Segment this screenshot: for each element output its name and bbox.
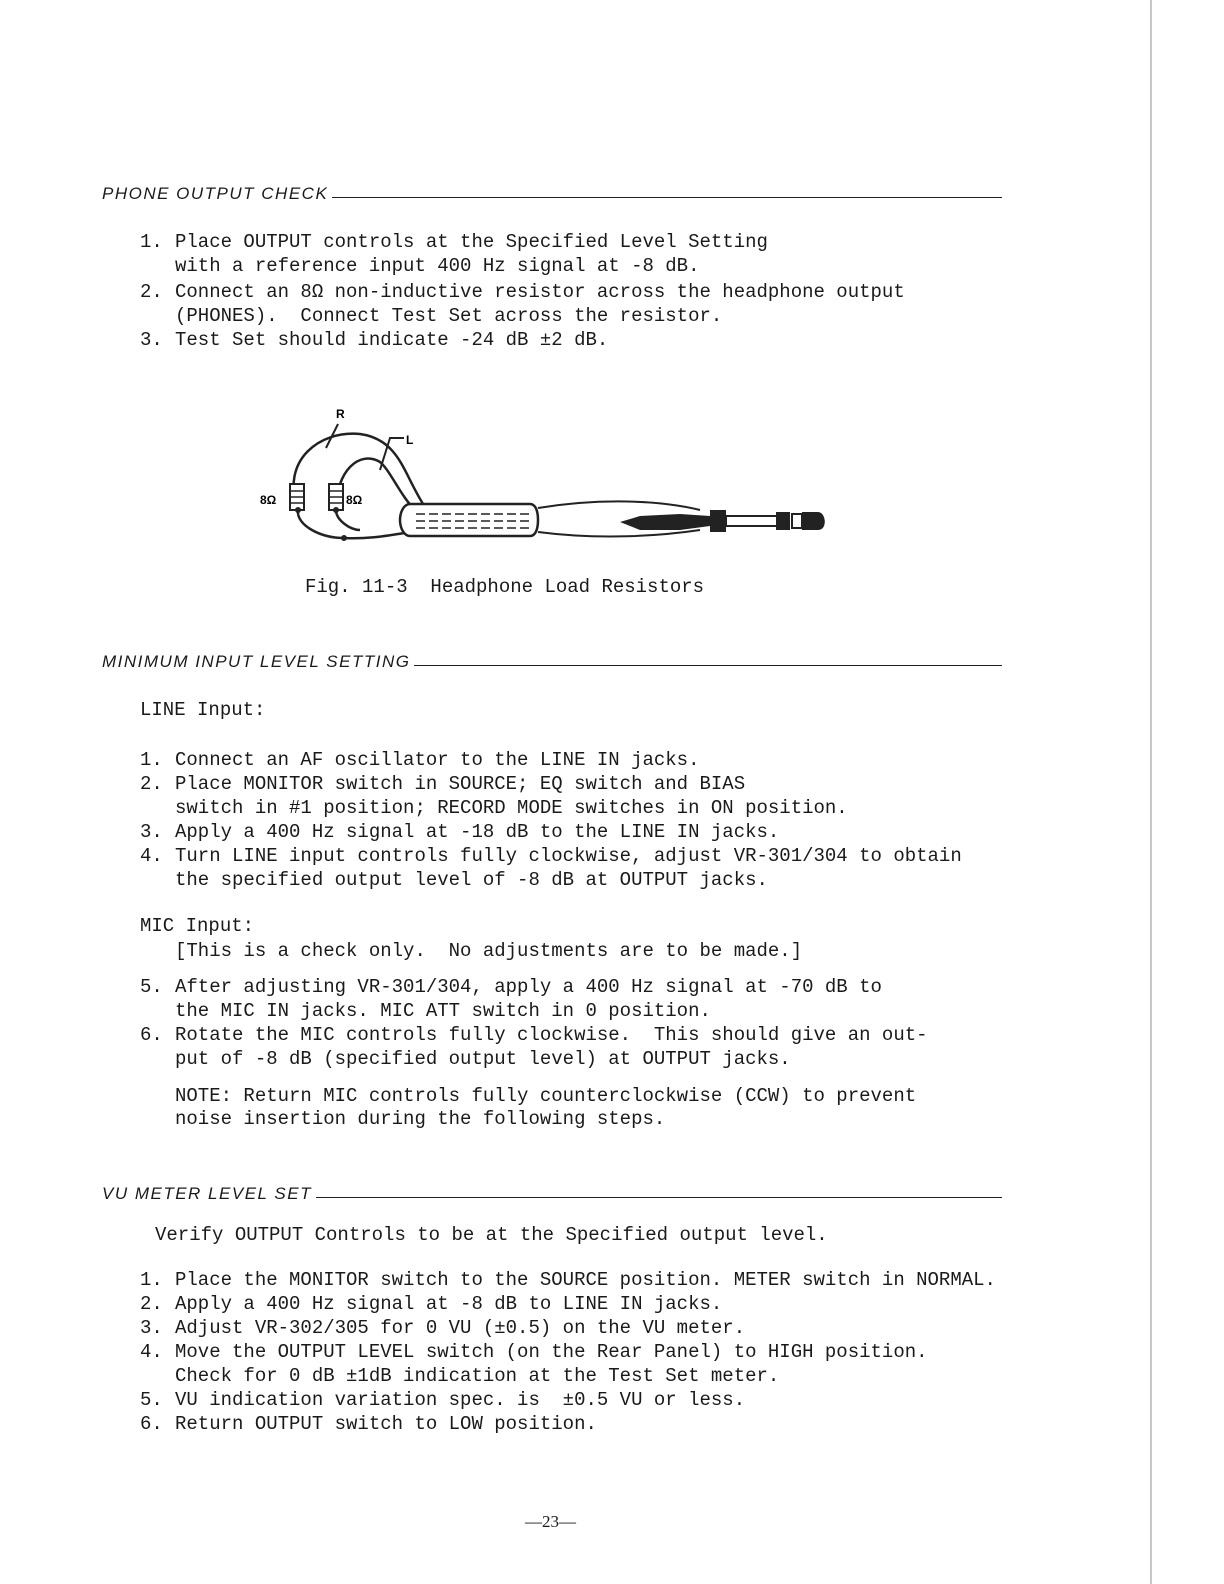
step-number: 1. [140,749,163,771]
resistor-left-label: 8Ω [260,493,277,507]
plug-collar [710,510,726,532]
plug-sleeve [400,504,538,536]
label-l: L [406,433,414,447]
step-text: After adjusting VR-301/304, apply a 400 Hz signal at -70 dB to [175,976,882,998]
junction-dot [333,507,339,513]
step-number: 4. [140,1341,163,1363]
heading-text: VU METER LEVEL SET [102,1184,312,1203]
wire-bottom-inner [336,510,360,530]
figure-caption: Fig. 11-3 Headphone Load Resistors [305,576,705,598]
line-input-label: LINE Input: [140,699,266,721]
headphone-load-figure [240,400,840,560]
label-r: R [336,407,345,421]
step-number: 5. [140,1389,163,1411]
step-text: Check for 0 dB ±1dB indication at the Test Set meter. [175,1365,780,1387]
mic-input-label: MIC Input: [140,915,255,937]
step-text: Test Set should indicate -24 dB ±2 dB. [175,329,609,351]
heading-rule [332,197,1002,198]
step-text: Return OUTPUT switch to LOW position. [175,1413,597,1435]
step-text: Rotate the MIC controls fully clockwise. This should give an out- [175,1024,928,1046]
step-number: 1. [140,1269,163,1291]
step-number: 3. [140,329,163,351]
step-text: the MIC IN jacks. MIC ATT switch in 0 position. [175,1000,711,1022]
vu-intro: Verify OUTPUT Controls to be at the Specified output level. [155,1224,828,1246]
step-text: switch in #1 position; RECORD MODE switches in ON position. [175,797,848,819]
step-text: Place MONITOR switch in SOURCE; EQ switch and BIAS [175,773,746,795]
step-text: with a reference input 400 Hz signal at -8 dB. [175,255,700,277]
section-heading-phone-output [102,182,1002,206]
step-text: put of -8 dB (specified output level) at OUTPUT jacks. [175,1048,791,1070]
step-text: VU indication variation spec. is ±0.5 VU or less. [175,1389,746,1411]
step-number: 3. [140,821,163,843]
step-text: Place the MONITOR switch to the SOURCE position. METER switch in NORMAL. [175,1269,996,1291]
step-number: 1. [140,231,163,253]
plug-tip [802,512,825,530]
step-text: Place OUTPUT controls at the Specified Level Setting [175,231,768,253]
step-number: 6. [140,1413,163,1435]
section-heading-vu-meter [102,1182,1002,1206]
plug-insulator [792,514,802,528]
note-text: noise insertion during the following steps. [175,1108,666,1130]
step-number: 2. [140,773,163,795]
section-heading-minimum-input [102,650,1002,674]
page-number: —23— [525,1512,576,1531]
step-text: (PHONES). Connect Test Set across the resistor. [175,305,723,327]
step-number: 3. [140,1317,163,1339]
heading-rule [316,1197,1002,1198]
heading-rule [414,665,1002,666]
mic-check-note: [This is a check only. No adjustments are to be made.] [175,940,803,962]
step-text: the specified output level of -8 dB at OUTPUT jacks. [175,869,768,891]
note-text: NOTE: Return MIC controls fully counterclockwise (CCW) to prevent [175,1085,917,1107]
step-text: Connect an AF oscillator to the LINE IN jacks. [175,749,700,771]
step-number: 6. [140,1024,163,1046]
plug-ring [776,512,790,530]
step-text: Move the OUTPUT LEVEL switch (on the Rear Panel) to HIGH position. [175,1341,928,1363]
step-number: 2. [140,1293,163,1315]
step-number: 4. [140,845,163,867]
junction-dot [341,535,347,541]
cable-top [538,501,700,510]
plug-body [620,514,710,530]
junction-dot [295,507,301,513]
page-edge-rule [1150,0,1152,1584]
step-number: 5. [140,976,163,998]
step-text: Adjust VR-302/305 for 0 VU (±0.5) on the VU meter. [175,1317,746,1339]
step-text: Connect an 8Ω non-inductive resistor across the headphone output [175,281,905,303]
step-text: Apply a 400 Hz signal at -18 dB to the LINE IN jacks. [175,821,780,843]
heading-text: PHONE OUTPUT CHECK [102,184,329,203]
cable-bottom [538,530,700,536]
step-number: 2. [140,281,163,303]
heading-text: MINIMUM INPUT LEVEL SETTING [102,652,411,671]
resistor-right-label: 8Ω [346,493,363,507]
step-text: Turn LINE input controls fully clockwise, adjust VR-301/304 to obtain [175,845,962,867]
step-text: Apply a 400 Hz signal at -8 dB to LINE IN jacks. [175,1293,723,1315]
